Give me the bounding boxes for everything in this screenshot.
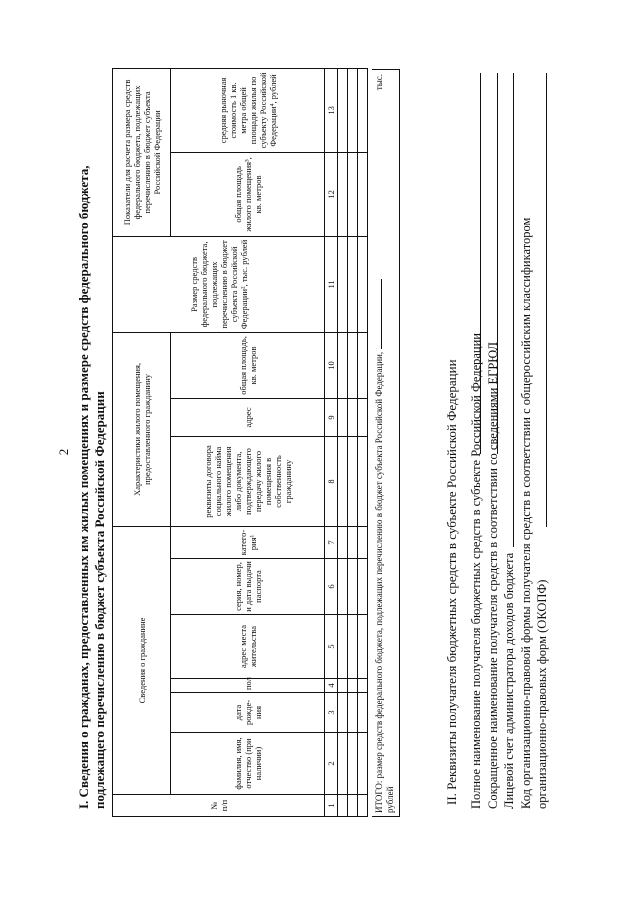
col-number: 8 <box>325 436 338 526</box>
total-unit: тыс. <box>374 74 384 91</box>
fill-line <box>513 73 514 547</box>
col-number: 12 <box>325 152 338 236</box>
citizens-table <box>112 68 368 817</box>
header-sex: пол <box>171 679 325 693</box>
section-2-title: II. Реквизиты получателя бюджетных средств в субъекте Российской Федерации <box>444 359 459 805</box>
col-number: 5 <box>325 615 338 679</box>
col-number: 9 <box>325 398 338 436</box>
header-row-2 <box>171 68 325 816</box>
requisite-okopf: Код организационно-правовой формы получателя средств в соответствии с общероссийским классификатором <box>518 217 533 809</box>
col-number: 2 <box>325 733 338 795</box>
header-housing-address: адрес <box>171 398 325 436</box>
header-docs: реквизиты договора социального найма жилого помещения либо документа, подтверждающего передачу жилого помещения в собственность гражданину <box>171 436 325 526</box>
fill-line <box>497 73 498 454</box>
col-number: 11 <box>325 236 338 332</box>
col-number: 10 <box>325 332 338 398</box>
header-fio: фамилия, имя, отчество (при наличии) <box>171 733 325 795</box>
header-total-area: общая площадь жилого помещения³, кв. метров <box>171 152 325 236</box>
page-number: 2 <box>56 448 71 456</box>
col-number: 7 <box>325 526 338 558</box>
header-row-1 <box>113 68 171 816</box>
header-amount: Размер средств федерального бюджета, подлежащих перечислению в бюджет субъекта Российской Федерации², тыс. рублей <box>113 236 325 332</box>
header-price: средняя рыночная стоимость 1 кв. метра общей площади жилья по субъекту Российской Федерации⁴, рублей <box>171 68 325 152</box>
col-number: 6 <box>325 559 338 615</box>
title-line-1: I. Сведения о гражданах, предоставленных им жилых помещениях и размере средств федерального бюджета, <box>76 165 91 809</box>
total-unit-cont: рублей <box>385 786 395 813</box>
requisite-account: Лицевой счет администратора доходов бюджета <box>501 69 518 809</box>
header-passport: серия, номер, и дата выдачи паспорта <box>171 559 325 615</box>
requisite-okopf-cont: организационно-правовых форм (ОКОПФ) <box>534 69 551 809</box>
total-blank-line <box>381 279 382 349</box>
requisite-short-name: Сокращенное наименование получателя средств в соответствии со сведениями ЕГРЮЛ <box>485 69 502 809</box>
header-no: № п/п <box>113 795 325 817</box>
header-housing-area: общая площадь, кв. метров <box>171 332 325 398</box>
empty-row <box>358 68 368 816</box>
section-1-title <box>76 69 108 809</box>
header-birth: дата рожде-ния <box>171 693 325 733</box>
title-line-2: подлежащего перечислению в бюджет субъекта Российской Федерации <box>92 391 107 809</box>
empty-row <box>338 68 348 816</box>
col-number: 1 <box>325 795 338 817</box>
total-row <box>372 69 400 817</box>
recipient-requisites <box>468 69 551 809</box>
col-number: 13 <box>325 68 338 152</box>
header-category: катего-рия¹ <box>171 526 325 558</box>
requisite-full-name: Полное наименование получателя бюджетных средств в субъекте Российской Федерации <box>468 69 485 809</box>
header-housing-group: Характеристики жилого помещения, предоставленного гражданину <box>113 332 171 526</box>
empty-row <box>348 68 358 816</box>
fill-line <box>546 73 547 527</box>
col-number: 4 <box>325 679 338 693</box>
header-address: адрес места жительства <box>171 615 325 679</box>
header-citizen-group: Сведения о гражданине <box>113 526 171 794</box>
column-numbers-row <box>325 68 338 816</box>
col-number: 3 <box>325 693 338 733</box>
total-label: ИТОГО: размер средств федерального бюджета, подлежащих перечислению в бюджет субъекта Российской Федерации, <box>374 351 384 813</box>
header-calc-group: Показатели для расчета размера средств федерального бюджета, подлежащих перечислению в бюджет субъекта Российской Федерации <box>113 68 171 236</box>
fill-line <box>480 73 481 454</box>
